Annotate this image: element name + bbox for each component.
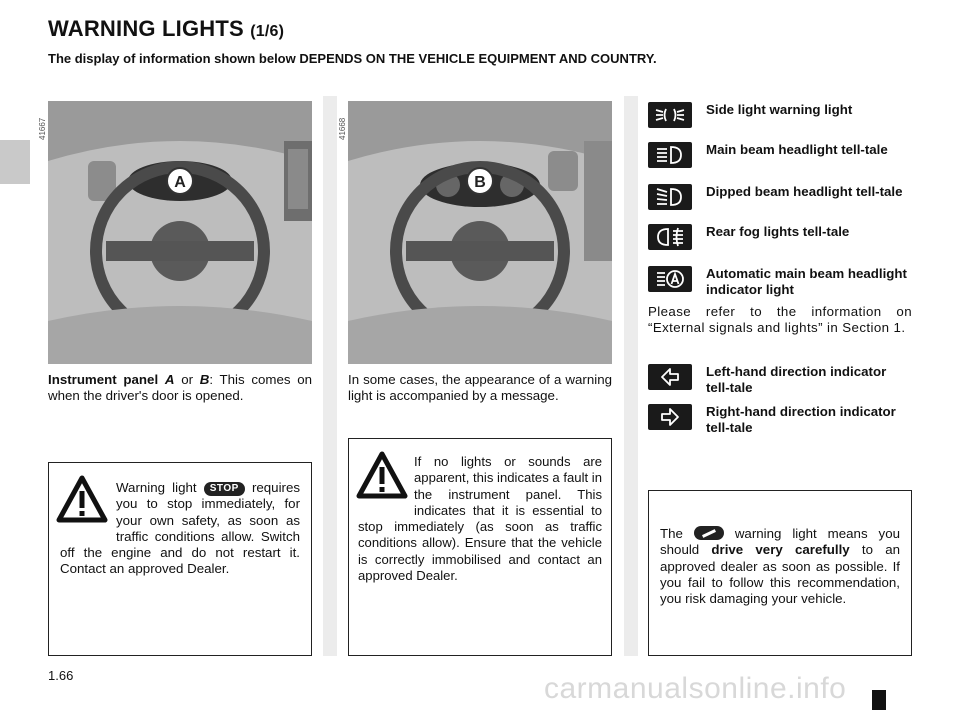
page-corner-mark	[872, 690, 886, 710]
auto-main-beam-label: Automatic main beam headlight indicator light	[706, 266, 907, 297]
main-beam-icon	[648, 142, 692, 168]
photo-a-id: 41667	[38, 117, 47, 140]
dipped-beam-label: Dipped beam headlight tell-tale	[706, 184, 903, 199]
light-row-dipped-beam	[648, 184, 912, 218]
service-text-after: warning light means you should	[660, 526, 900, 558]
rear-fog-icon	[648, 224, 692, 250]
panel-or: or	[181, 372, 194, 387]
photo-b-badge: B	[474, 174, 486, 191]
left-indicator-icon	[648, 364, 692, 390]
title-text: WARNING LIGHTS	[48, 16, 244, 41]
light-row-left-indicator	[648, 364, 912, 398]
side-light-label: Side light warning light	[706, 102, 853, 117]
dashboard-photo-a	[48, 101, 312, 364]
panel-lead: Instrument panel	[48, 372, 159, 387]
stop-text-before: Warning light	[116, 480, 197, 495]
dashboard-photo-a-image	[48, 101, 312, 364]
message-note: In some cases, the appearance of a warning light is accompanied by a message.	[348, 372, 612, 404]
fault-warning-text	[358, 454, 602, 584]
spanner-icon	[694, 526, 724, 540]
right-indicator-icon	[648, 404, 692, 430]
light-row-side	[648, 102, 912, 132]
photo-a-badge: A	[174, 174, 186, 191]
column-divider-2	[624, 96, 638, 656]
refer-note: Please refer to the information on “External signals and lights” in Section 1.	[648, 304, 912, 336]
left-indicator-label: Left-hand direction indicator tell-tale	[706, 364, 887, 395]
side-light-icon	[648, 102, 692, 128]
stop-icon: STOP	[204, 482, 245, 496]
stop-text-after: requires you to stop immediately, for your own safety, as soon as traffic conditions allow. Switch off the engine and do not restart it. Contact an approved Dealer.	[60, 480, 301, 577]
page-subtitle: The display of information shown below DEPENDS ON THE VEHICLE EQUIPMENT AND COUNTRY.	[48, 51, 657, 66]
dashboard-photo-b-image	[348, 101, 612, 364]
title-part: (1/6)	[250, 23, 285, 40]
watermark: carmanualsonline.info	[544, 672, 847, 705]
service-text-rest: to an approved dealer as soon as possible. If you fail to follow this recommendation, you risk damaging your vehicle.	[660, 542, 900, 607]
light-row-rear-fog	[648, 224, 912, 254]
service-warning-text	[660, 526, 900, 607]
light-row-main-beam	[648, 142, 912, 176]
panel-rest: : This comes on when the driver's door is opened.	[48, 372, 312, 404]
dipped-beam-icon	[648, 184, 692, 210]
page-number: 1.66	[48, 668, 74, 683]
rear-fog-label: Rear fog lights tell-tale	[706, 224, 850, 239]
right-indicator-label: Right-hand direction indicator tell-tale	[706, 404, 896, 435]
panel-letter-b: B	[199, 372, 210, 387]
column-divider-1	[323, 96, 337, 656]
service-text-before: The	[660, 526, 683, 541]
panel-letter-a: A	[164, 372, 175, 387]
page-title	[48, 16, 284, 42]
photo-b-id: 41668	[338, 117, 347, 140]
instrument-panel-note	[48, 372, 312, 405]
light-row-auto-main-beam	[648, 266, 912, 300]
auto-main-beam-icon	[648, 266, 692, 292]
stop-warning-text	[60, 480, 300, 578]
dashboard-photo-b	[348, 101, 612, 364]
main-beam-label: Main beam headlight tell-tale	[706, 142, 888, 157]
light-row-right-indicator	[648, 404, 912, 438]
section-tab	[0, 140, 30, 184]
service-text-bold: drive very carefully	[711, 542, 850, 558]
fault-text: If no lights or sounds are apparent, this indicates a fault in the instrument panel. This indicates that it is essential to stop immediately (as soon as traffic conditions allow). Ensure that the vehicle is correctly immobilised and contact an approved Dealer.	[358, 454, 602, 584]
